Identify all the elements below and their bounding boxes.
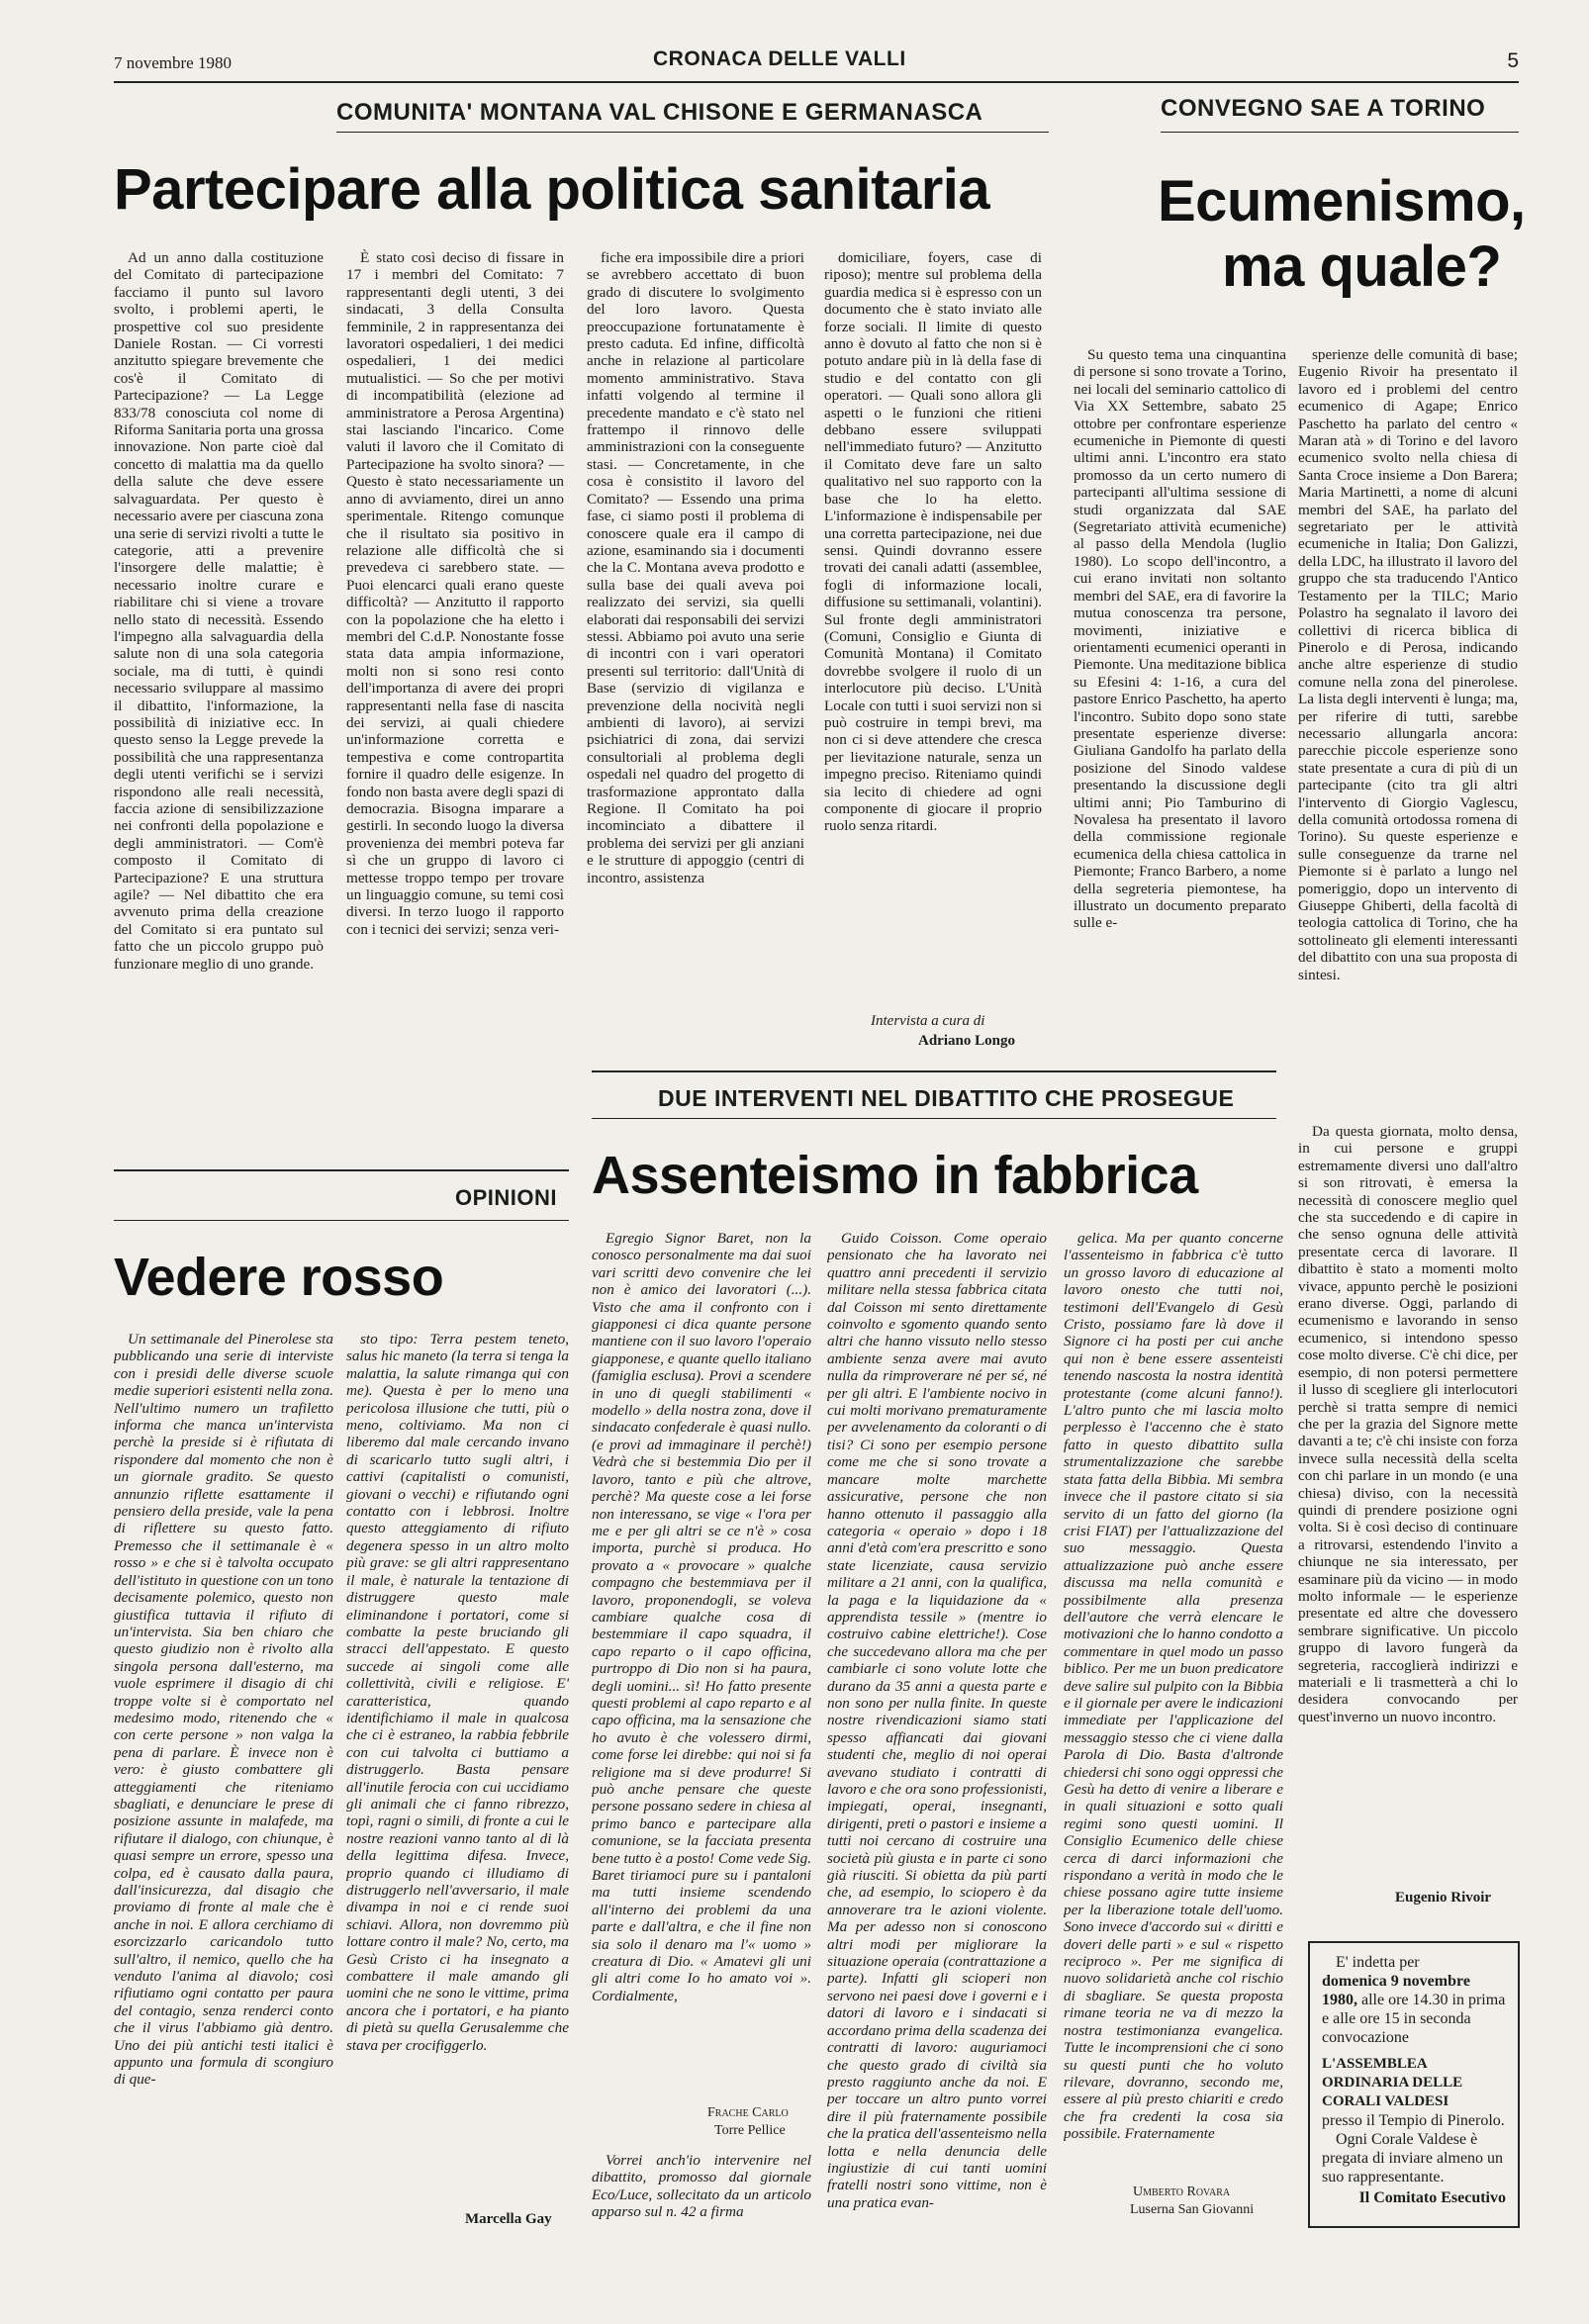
notice-assembly: L'ASSEMBLEA ORDINARIA DELLE CORALI VALDESI — [1322, 2056, 1463, 2109]
article4-title: Assenteismo in fabbrica — [592, 1146, 1198, 1205]
article1-col3: fiche era impossibile dire a priori se avrebbero accettato di buon grado di discutere lo svolgimento del loro lavoro. Questa preoccupazione fortunatamente è presto caduta. Ed infine, difficoltà anche in relazione al particolare momento amministrativo. Stava infatti volgendo al termine il precedente mandato e c'è stato nel frattempo il rinnovo delle amministrazioni con la conseguente stasi. — Concretamente, in che cosa è consistito il lavoro del Comitato? — Essendo una prima fase, ci siamo posti il problema di conoscere quale era il campo di azione, esaminando sia i documenti che la C. Montana aveva prodotto e sulla base dei quali aveva poi realizzato dei servizi, sia quelli elaborati dai responsabili dei servizi stessi. Abbiamo poi avuto una serie di incontri con i vari operatori presenti sul territorio: dall'Unità di Base (servizio di vigilanza e prevenzione della nocività negli ambienti di lavoro), ai servizi psichiatrici di zona, dai servizi consultoriali al problema degli ospedali nel quadro del progetto di trasformazione approntato dalla Regione. Il Comitato ha poi incominciato a dibattere il problema dei servizi per gli anziani e le strutture di appoggio (centri di incontro, assistenza — [587, 249, 804, 886]
article4-kicker-rule — [592, 1118, 1276, 1119]
article1-kicker: COMUNITA' MONTANA VAL CHISONE E GERMANASCA — [336, 99, 983, 126]
article3-signer: Marcella Gay — [465, 2211, 552, 2227]
article2-col3: Da questa giornata, molto densa, in cui persone e gruppi estremamente diversi uno dall'altro si son ritrovati, è emersa la necessità di conoscere meglio quel che sta succedendo e di capire in che senso ognuna delle attività presentate cerca di lavorare. Il dibattito è stato a momenti molto vivace, appunto perchè le posizioni erano diverse. Oggi, parlando di ecumenismo e lavorando in senso ecumenico, si intendono spesso cose molto diverse. C'è chi dice, per esempio, di non potersi permettere il lusso di scegliere gli interlocutori perchè si tratta sempre di nemici che per la grazia del Signore mette davanti a te; c'è chi insiste con forza invece sulla necessità della scelta con chi parlare in un mondo (e una chiesa) diviso, con la necessità quindi di prendere posizione ogni volta. Si è così deciso di continuare a ritrovarsi, estendendo l'invito a chiunque ne sia interessato, per esaminare più da vicino — in modo molto informale — le esperienze presentate ed altre che dovessero sembrare significative. Un piccolo gruppo di lavoro fungerà da segreteria, raccoglierà indirizzi e materiali e li trasmetterà a chi lo desidera convocando per quest'inverno un nuovo incontro. — [1298, 1123, 1518, 1725]
notice-box — [1308, 1941, 1520, 2228]
notice-date-rest: alle ore 14.30 in prima e alle ore 15 in seconda convocazione — [1322, 1992, 1506, 2046]
article1-signoff: Intervista a cura di — [871, 1013, 985, 1029]
article1-col2: È stato così deciso di fissare in 17 i membri del Comitato: 7 rappresentanti degli utenti, 3 dei sindacati, 3 della Consulta femminile, 2 in rappresentanza dei lavoratori ospedalieri, 1 dei medici ospedalieri, 1 dei medici mutualistici. — So che per motivi di incompatibilità (elezione ad amministratore a Perosa Argentina) stai lasciando l'incarico. Come valuti il lavoro che il Comitato di Partecipazione ha svolto sinora? — Questo è stato necessariamente un anno di avviamento, direi un anno sperimentale. Ritengo comunque che il risultato sia positivo in relazione alle difficoltà che si prevedeva ci sarebbero state. — Puoi elencarci quali erano queste difficoltà? — Anzitutto il rapporto con la popolazione che ha eletto i membri del C.d.P. Nonostante fosse stata data ampia informazione, molti non si sono resi conto dell'importanza di avere dei propri rappresentanti nella fase di nascita dei servizi, ai quali chiedere un'informazione corretta e tempestiva e come contropartita fornire il quadro delle esigenze. In fondo non basta avere degli spazi di democrazia. Bisogna imparare a gestirli. In secondo luogo la diversa provenienza dei membri poteva far sì che un gruppo di lavoro ci mettesse troppo tempo per trovare un linguaggio comune, su temi così diversi. In terzo luogo il rapporto con i tecnici dei servizi; senza veri- — [346, 249, 564, 938]
masthead — [114, 47, 1519, 81]
article1-col4: domiciliare, foyers, case di riposo); mentre sul problema della guardia medica si è espresso con un documento che è stato inviato alle forze sociali. Il limite di questo anno è dovuto al fatto che non si è potuto andare più in là della fase di studio e del contatto con gli operatori. — Quali sono allora gli aspetti o le funzioni che ritieni debbano essere sviluppati nell'immediato futuro? — Anzitutto il Comitato deve fare un salto qualitativo nel suo rapporto con la base che lo ha eletto. L'informazione è indispensabile per una corretta partecipazione, nei due sensi. Quindi dovranno essere trovati dei canali adatti (assemblee, fogli di informazione locali, diffusione su settimanali, volantini). Sul fronte degli amministratori (Comuni, Consiglio e Giunta di Comunità Montana) il Comitato dovrebbe svolgere il ruolo di un interlocutore più deciso. L'Unità Locale con tutti i suoi servizi non si può costruire in tempi brevi, ma non ci si deve attendere che cresca per lievitazione naturale, senza un impegno preciso. Riteniamo quindi sia lecito di chiedere ad ogni componente di giocare il proprio ruolo senza ritardi. — [824, 249, 1042, 835]
article4-signer2: Umberto Rovara — [1133, 2185, 1231, 2199]
article2-title-line1: Ecumenismo, — [1158, 169, 1526, 233]
article4-signer1-place: Torre Pellice — [714, 2123, 786, 2138]
article4-signer2-place: Luserna San Giovanni — [1130, 2202, 1255, 2217]
notice-request: Ogni Corale Valdese è pregata di inviare almeno un suo rappresentante. — [1322, 2131, 1504, 2185]
article4-col3: gelica. Ma per quanto concerne l'assenteismo in fabbrica c'è tutto un grosso lavoro di educazione al lavoro onesto che tutti noi, testimoni dell'Evangelo di Gesù Cristo, possiamo fare là dove il Signore ci ha posti per cui anche qui non è bene essere assenteisti tenendo nascosta la nostra identità protestante (come alcuni fanno!). L'altro punto che mi lascia molto perplesso è l'accenno che è stato fatto in questo dibattito sulla strumentalizzazione che sarebbe stata fatta della Bibbia. Mi sembra invece che il pastore citato si sia servito di un fatto del giorno (la crisi FIAT) per l'attualizzazione del suo messaggio. Questa attualizzazione può anche essere discussa ma nella comunità e possibilmente alla presenza dell'autore che verrà elencare le motivazioni che lo hanno condotto a commentare in quel modo un passo biblico. Per me un buon predicatore deve salire sul pulpito con la Bibbia e il giornale per avere le indicazioni immediate per l'applicazione del messaggio stesso che ci viene dalla Parola di Dio. Basta d'altronde chiedersi chi sono oggi oppressi che Gesù ha detto di venire a liberare e in quali situazioni e sotto quali regimi sono questi uomini. Il Consiglio Ecumenico delle chiese cerca di darci informazioni che rispondano a verità in modo che le chiese possano agire tutte insieme per la liberazione totale dell'uomo. Sono invece d'accordo sui « diritti e doveri delle parti » e sul « rispetto reciproco ». Per me significa di nuovo solidarietà anche col rischio di sbagliare. Se questa proposta rimane teoria ne va di mezzo la nostra testimonianza evangelica. Tutte le incomprensioni che ci sono su questi punti che ho voluto rilevare, dovranno, secondo me, essere al più presto chiariti e credo che fra credenti la cosa sia possibile. Fraternamente — [1064, 1230, 1283, 2143]
article2-signer: Eugenio Rivoir — [1395, 1890, 1492, 1906]
notice-signer: Il Comitato Esecutivo — [1358, 2189, 1506, 2206]
article2-title-line2: ma quale? — [1222, 234, 1502, 299]
kicker-rule — [336, 132, 1049, 133]
masthead-name: CRONACA DELLE VALLI — [653, 47, 906, 70]
article4-col1-tail: Vorrei anch'io intervenire nel dibattito, promosso dal giornale Eco/Luce, sollecitato da un articolo apparso sul n. 42 a firma — [592, 2152, 811, 2221]
article4-kicker: DUE INTERVENTI NEL DIBATTITO CHE PROSEGUE — [658, 1085, 1235, 1111]
article3-col2: sto tipo: Terra pestem teneto, salus hic maneto (la terra si tenga la malattia, la salute rimanga qui con me). Questa è per lo meno una pericolosa illusione che tutti, più o meno, coltiviamo. Ma non ci liberemo dal male cercando invano di scaricarlo tutto sugli altri, i cattivi (capitalisti o comunisti, giovani o vecchi) e rifiutando ogni contatto con i lebbrosi. Inoltre questo atteggiamento di rifiuto degenera spesso in un altro molto più grave: se gli altri rappresentano il male, è naturale la tentazione di distruggere questo male eliminandone i portatori, come si combatte la peste bruciando gli stracci dell'appestato. E questo succede ai singoli come alle collettività, civili e religiose. E' caratteristica, quando identifichiamo il male in qualcosa che ci è estraneo, la rabbia febbrile con cui talvolta ci buttiamo a distruggerlo. Basta pensare all'inutile ferocia con cui uccidiamo gli animali che ci fanno ribrezzo, topi, ragni o simili, di fronte a cui le nostre reazioni vanno tanto al di là della legittima difesa. Invece, proprio quando ci illudiamo di distruggerlo nell'avversario, il male divampa in noi e ci rende suoi schiavi. Allora, non dovremmo più lottare contro il male? No, certo, ma Gesù Cristo ci ha insegnato a combattere il male amando gli uomini che ne sono le vittime, prima ancora che i portatori, e ha pianto di pietà su quella Gerusalemme che stava per crocifiggerlo. — [346, 1331, 569, 2054]
notice-date — [1322, 1972, 1506, 2047]
article4-col1: Egregio Signor Baret, non la conosco personalmente ma dai suoi vari scritti devo convenire che lei non è amico dei lavoratori (...). Visto che ama il confronto con i giapponesi ci dica quante persone mantiene con il suo lavoro l'operaio giapponese, e quante quello italiano (famiglia esclusa). Provi a scendere in uno di quegli stabilimenti « modello » della nostra zona, dove il sindacato confederale è quasi nullo. (e provi ad immaginare il perchè!) Vedrà che si bestemmia Dio per il lavoro, tanto e più che altrove, perchè? Ma queste cose a lei forse non interessano, se vige « l'ora per me e per gli altri se ce n'è » cosa importa, purchè si produca. Ho provato a « provocare » qualche compagno che bestemmiava per il lavoro, proponendogli, se voleva cambiare qualche cosa di bestemmiare il capo squadra, il capo reparto o il capo officina, purtroppo di Dio non si ha paura, degli uomini... sì! Ho fatto presente questi problemi al capo reparto e al capo officina, ma la sensazione che ho avuto è che volessero dirmi, come forse lei direbbe: qui noi si fa religione ma si deve produrre! Si può anche pensare che queste persone possano sedere in chiesa al primo banco e partecipare alla comunione, se la facciata presenta bene tutto è a posto! Come vede Sig. Baret tiriamoci pure su i pantaloni ma tutti insieme scendendo all'interno dei problemi da una parte e dall'altra, e che il fine non sia solo il denaro ma l'« uomo » creatura di Dio. « Amatevi gli uni gli altri come Io ho amato voi ». Cordialmente, — [592, 1230, 811, 2004]
masthead-date: 7 novembre 1980 — [114, 53, 232, 72]
notice-line1: E' indetta per — [1336, 1954, 1420, 1971]
article3-title: Vedere rosso — [114, 1248, 444, 1307]
article3-top-rule — [114, 1169, 569, 1171]
article1-signer: Adriano Longo — [918, 1033, 1015, 1049]
article3-col1: Un settimanale del Pinerolese sta pubblicando una serie di interviste con i presidi delle diverse scuole medie superiori esistenti nella zona. Nell'ultimo numero un trafiletto informa che manca un'intervista perchè la preside si è rifiutata di rispondere dal momento che non è un giornale gradito. Se questo annunzio riflette esattamente il pensiero della preside, vale la pena di riflettere su questo fatto. Premesso che il settimanale è « rosso » e che si è talvolta occupato dell'istituto in questione con un tono decisamente polemico, questo non giustifica tuttavia il rifiuto di un'intervista. Sia ben chiaro che questo giudizio non è rivolto alla singola persona dall'esterno, ma vuole esprimere il disagio di chi troppe volte si è comportato nel medesimo modo, ritenendo che « con certe persone » non valga la pena di parlare. È invece non è vero: è giusto combattere gli atteggiamenti che riteniamo sbagliati, e denunciare le prese di posizione assunte in malafede, ma rifiutare il dialogo, con chiunque, è quasi sempre un errore, spesso una colpa, ed è causato dalla paura, dall'insicurezza, dal disagio che proviamo di fronte al male che è anche in noi. E allora cerchiamo di esorcizzarlo caricandolo tutto sull'altro, il nemico, quello che ha venduto l'anima al diavolo; così rifiutiamo ogni contatto per paura del contagio, senza renderci conto che il virus l'abbiamo già dentro. Uno dei più antichi testi italici è appunto una formula di scongiuro di que- — [114, 1331, 333, 2089]
article1-title: Partecipare alla politica sanitaria — [114, 157, 990, 222]
masthead-rule — [114, 81, 1519, 83]
kicker-rule-right — [1161, 132, 1519, 133]
article3-kicker-rule — [114, 1220, 569, 1221]
article2-kicker: CONVEGNO SAE A TORINO — [1161, 95, 1486, 122]
article2-col2: sperienze delle comunità di base; Eugenio Rivoir ha presentato il lavoro ed i problemi del centro ecumenico di Agape; Enrico Paschetto ha parlato del centro « Maran atà » di Torino e del lavoro ecumenico svolto nella chiesa di Santa Croce insieme a Don Barera; Maria Martinetti, a nome di alcuni membri del SAE, ha parlato del segretariato per le attività ecumeniche in Italia; Don Galizzi, della LDC, ha illustrato il lavoro del gruppo che sta traducendo l'Antico Testamento per la TILC; Mario Polastro ha segnalato il lavoro dei collettivi di ricerca biblica di Pinerolo e di Perosa, indicando anche altre esperienze di studio comune nella zona del pinerolese. La lista degli interventi è lunga; ma, per riferire di tutti, sarebbe necessario allungarla ancora: parecchie piccole esperienze sono state presentate a cura di più di un partecipante (cito tra gli altri l'intervento di Giorgio Vaglescu, della comunità ortodossa romena di Torino). Su queste esperienze e sulle conseguenze da trarne nel Piemonte si è parlato a lungo nel pomeriggio, dopo un intervento di Giuseppe Ghiberti, della facoltà di teologia cattolica di Torino, che ha sottolineato gli elementi interessanti del dibattito con una sua proposta di sintesi. — [1298, 346, 1518, 983]
article4-col2: Guido Coisson. Come operaio pensionato che ha lavorato nei quattro anni precedenti il servizio militare nella stessa fabbrica citata dal Coisson mi sento direttamente coinvolto e sgomento quando sento altri che hanno vissuto nello stesso ambiente senza avere mai avuto nulla da rimproverare né per sé, né per gli altri. E l'ambiente nocivo in cui molti morivano prematuramente per avvelenamento da coloranti o di tisi? Ci sono per esempio persone come me che si sono trovate a mancare molte marchette assicurative, persone che non hanno ottenuto il passaggio alla categoria « operaio » dopo i 18 anni d'età com'era prescritto e sono state licenziate, causa servizio militare a 21 anni, con la qualifica, la paga e la liquidazione da « apprendista tessile » (mentre io costruivo cabine elettriche!). Cose che succedevano allora ma che per cambiarle ci sono volute lotte che durano da 35 anni a questa parte e non sono per nulla finite. In queste nostre rivendicazioni siamo stati spesso affiancati dai giovani studenti che, meglio di noi operai avevano studiato i contratti di lavoro e che ora sono professionisti, impiegati, operai, insegnanti, dirigenti, preti o pastori e insieme a tutti noi cercano di costruire una società più giusta e in parte ci sono già riusciti. Si obietta da più parti che, ad esempio, lo sciopero è da annoverare tra le azioni violente. Ma per adesso non si conoscono altri modi per migliorare la situazione operaia (contrattazione a parte). Infatti gli scioperi non servono nei paesi dove i governi e i datori di lavoro e i sindacati si accordano prima della scadenza dei contratti di lavoro: auguriamoci che questo grado di civiltà sia presto raggiunto anche da noi. E per toccare un altro punto vorrei dire il più fraternamente possibile che la pratica dell'assenteismo nella lotta e nella denuncia delle ingiustizie di cui tanti uomini fratelli nostri sono vittime, non è una pratica evan- — [827, 1230, 1047, 2211]
article4-signer1: Frache Carlo — [707, 2105, 789, 2120]
notice-date-bold: domenica 9 novembre 1980, — [1322, 1973, 1470, 2008]
notice-place: presso il Tempio di Pinerolo. — [1322, 2112, 1505, 2129]
article2-col1: Su questo tema una cinquantina di persone si sono trovate a Torino, nei locali del seminario cattolico di Via XX Settembre, sabato 25 ottobre per confrontare esperienze ecumeniche in Piemonte di questi ultimi anni. L'incontro era stato promosso da un certo numero di partecipanti all'ultima sessione di studi organizzata dal SAE (Segretariato attività ecumeniche) al passo della Mendola (luglio 1980). Lo scopo dell'incontro, a cui erano invitati non soltanto membri del SAE, era di favorire la mutua conoscenza tra persone, movimenti, iniziative e orientamenti ecumenici operanti in Piemonte. Una meditazione biblica su Efesini 4: 1-16, a cura del pastore Enrico Paschetto, ha aperto l'incontro. Subito dopo sono state presentate esperienze diverse: Giuliana Gandolfo ha parlato della posizione del Sinodo valdese presentando la discussione degli ultimi anni; Pio Tamburino di Novalesa ha presentato il lavoro della commissione regionale ecumenica della chiesa cattolica in Piemonte; Franco Barbero, a nome della segreteria piemontese, ha illustrato un documento preparato sulle e- — [1074, 346, 1286, 932]
article1-col1: Ad un anno dalla costituzione del Comitato di partecipazione facciamo il punto sul lavoro svolto, i problemi aperti, le prospettive col suo presidente Daniele Rostan. — Ci vorresti anzitutto spiegare brevemente che cos'è il Comitato di Partecipazione? — La Legge 833/78 conosciuta col nome di Riforma Sanitaria porta una grossa innovazione. Non parte cioè dal concetto di malattia ma da quello della salute che deve essere salvaguardata. Per questo è necessario avere per ciascuna zona una serie di servizi rivolti a tutte le categorie, atti a prevenire l'insorgere delle malattie; è necessario inoltre curare e riabilitare chi si viene a trovare nello stato di necessità. Essendo l'impegno alla salvaguardia della salute non di una sola categoria sociale, ma di tutti, è quindi necessario sviluppare al massimo il dibattito, l'informazione, la possibilità di iniziative ecc. In questo senso la Legge prevede la possibilità che una rappresentanza degli utenti verifichi se i servizi rispondono alle reali necessità, faccia azione di sensibilizzazione nei confronti della popolazione e degli amministratori. — Com'è composto il Comitato di Partecipazione? E una struttura agile? — Nel dibattito che era avvenuto prima della creazione del Comitato si era puntato sul fatto che un piccolo gruppo può funzionare meglio di uno grande. — [114, 249, 324, 973]
page-number: 5 — [1507, 49, 1519, 72]
article3-kicker: OPINIONI — [455, 1185, 558, 1210]
article4-top-rule — [592, 1070, 1276, 1072]
